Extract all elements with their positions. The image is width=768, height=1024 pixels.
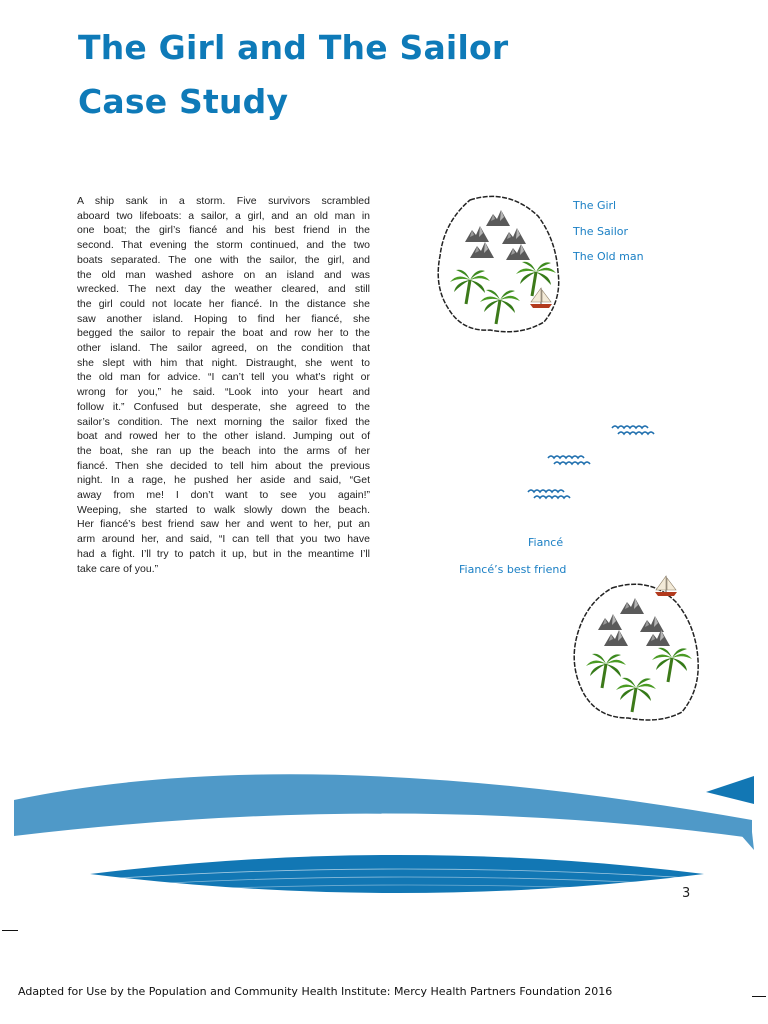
story-line: had a fight. I’ll try to patch it up, but in the meantime I’ll [77, 547, 370, 560]
story-line: one boat; the girl’s fiancé and his best friend in the [77, 224, 370, 237]
story-line: away from me! I don’t want to see you again!” [77, 489, 370, 502]
story-line: aboard two lifeboats: a sailor, a girl, and an old man in [77, 209, 370, 222]
island-1 [438, 196, 559, 331]
page-title: The Girl and The Sailor [78, 28, 509, 67]
story-line: boat and rowed her to the other island. Jumping out of [77, 430, 370, 443]
page-number: 3 [682, 886, 691, 901]
wave-icon [612, 426, 654, 434]
story-line: sailor’s condition. The next morning the sailor fixed the [77, 415, 370, 428]
label-the-old-man: The Old man [573, 250, 644, 263]
label-the-girl: The Girl [573, 199, 617, 212]
decorative-band [14, 774, 754, 893]
story-line: the boat, she ran up the beach into the arms of her [77, 444, 370, 457]
story-line: wrong for you,” he said. “Look into your heart and [77, 386, 370, 399]
story-line: fiancé. Then she decided to tell him about the previous [77, 459, 370, 472]
story-line: she slept with him that night. Distraught, she went to [77, 356, 370, 369]
story-line: other island. The sailor agreed, on the condition that [77, 342, 370, 355]
label-fiance: Fiancé [528, 536, 564, 549]
story-line: Her fiancé’s best friend saw her and went to her, put an [77, 518, 370, 531]
story-line: the old man washed ashore on an island and was [77, 268, 370, 281]
label-fiances-best-friend: Fiancé’s best friend [459, 563, 567, 576]
story-line: the old man for advice. “I can’t tell you what’s right or [77, 371, 370, 384]
footer-credit: Adapted for Use by the Population and Community Health Institute: Mercy Health Partners Foundation 2016 [18, 985, 613, 998]
story-line: second. That evening the storm continued, and the two [77, 239, 370, 252]
wave-icon [528, 490, 570, 498]
island-2 [574, 576, 698, 720]
label-the-sailor: The Sailor [573, 225, 629, 238]
story-line: arm around her, and said, “I can tell that you two have [77, 533, 370, 546]
margin-mark [752, 996, 766, 997]
story-line: take care of you.” [77, 562, 159, 575]
story-line: saw another island. Hoping to find her fiancé, she [77, 312, 370, 325]
wave-icon [548, 456, 590, 464]
margin-mark [2, 930, 18, 931]
story-line: boats separated. The one with the sailor, the girl, and [77, 253, 370, 266]
story-line: A ship sank in a storm. Five survivors scrambled [77, 195, 370, 207]
story-line: night. In a rage, he pushed her aside and said, “Get [77, 474, 370, 487]
story-line: wrecked. The next day the weather cleared, and still [77, 283, 370, 296]
story-line: Weeping, she started to walk slowly down the beach. [77, 503, 370, 516]
story-line: begged the sailor to repair the boat and row her to the [77, 327, 370, 340]
story-line: follow it.” Confused but desperate, she agreed to the [77, 400, 370, 413]
page-subtitle: Case Study [78, 82, 289, 121]
story-line: the girl could not locate her fiancé. In the distance she [77, 297, 370, 310]
